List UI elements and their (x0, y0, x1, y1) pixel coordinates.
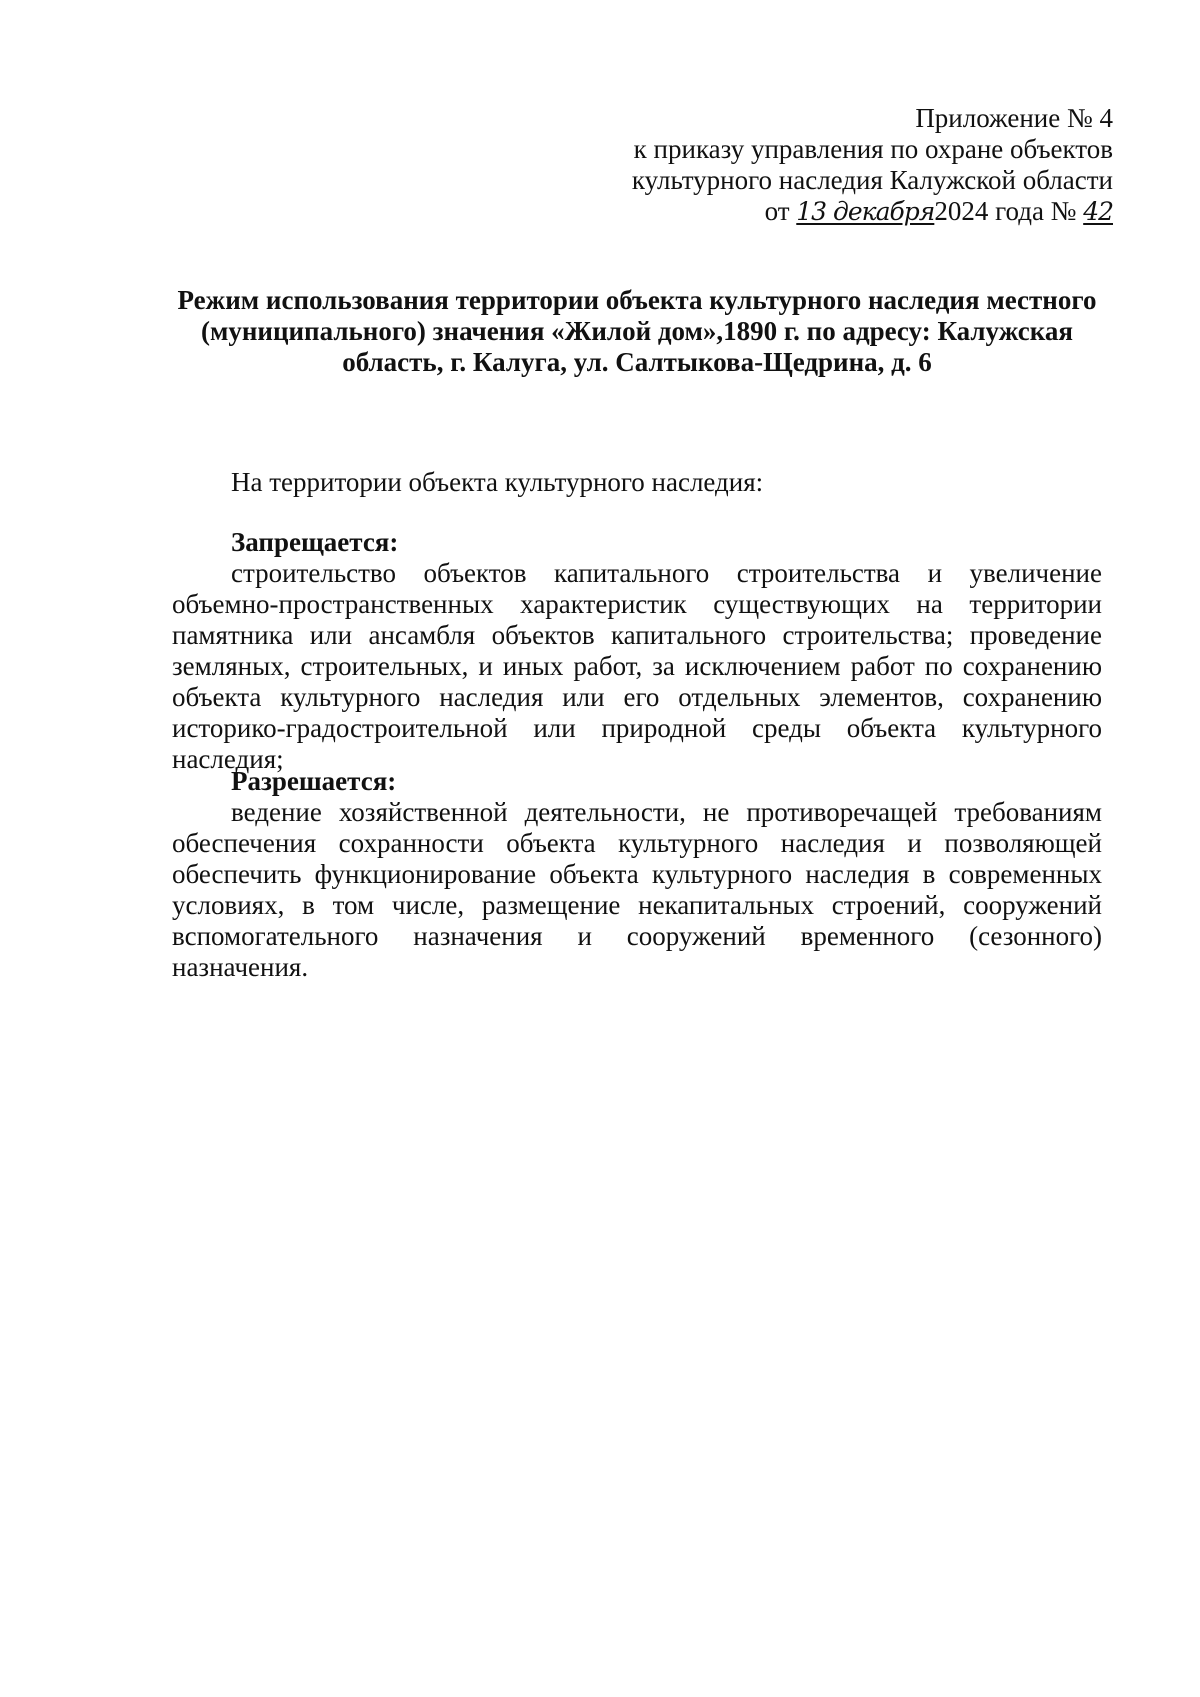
prohibited-text: строительство объектов капитального строительства и увеличение объемно-пространственных характеристик существующих на территории памятника или ансамбля объектов капитального строительства; проведение земляных, строительных, и иных работ, за исключением работ по сохранению объекта культурного наследия или его отдельных элементов, сохранению историко-градостроительной или природной среды объекта культурного наследия; (172, 558, 1102, 774)
date-year: 2024 года № (934, 196, 1084, 226)
appendix-header (632, 103, 1113, 227)
appendix-number: Приложение № 4 (915, 103, 1113, 133)
date-prefix: от (764, 196, 797, 226)
allowed-text: ведение хозяйственной деятельности, не противоречащей требованиям обеспечения сохранности объекта культурного наследия и позволяющей обеспечить функционирование объекта культурного наследия в современных условиях, в том числе, размещение некапитальных строений, сооружений вспомогательного назначения и сооружений временного (сезонного) назначения. (172, 797, 1102, 982)
allowed-section (172, 766, 1102, 983)
handwritten-date: 13 декабря (796, 197, 935, 226)
allowed-heading: Разрешается: (231, 766, 397, 796)
order-reference: к приказу управления по охране объектов (633, 134, 1113, 164)
prohibited-section (172, 527, 1102, 775)
issuing-authority: культурного наследия Калужской области (631, 165, 1113, 195)
intro-text: На территории объекта культурного наследия: (231, 467, 764, 497)
prohibited-heading: Запрещается: (231, 527, 399, 557)
handwritten-number: 42 (1083, 197, 1113, 226)
title-line-1: Режим использования территории объекта культурного наследия местного (177, 285, 1097, 315)
order-date-line (632, 196, 1113, 227)
title-line-3: область, г. Калуга, ул. Салтыкова-Щедрина, д. 6 (342, 347, 932, 377)
document-title (172, 285, 1102, 378)
title-line-2: (муниципального) значения «Жилой дом»,1890 г. по адресу: Калужская (200, 316, 1074, 346)
intro-paragraph (172, 467, 1102, 498)
